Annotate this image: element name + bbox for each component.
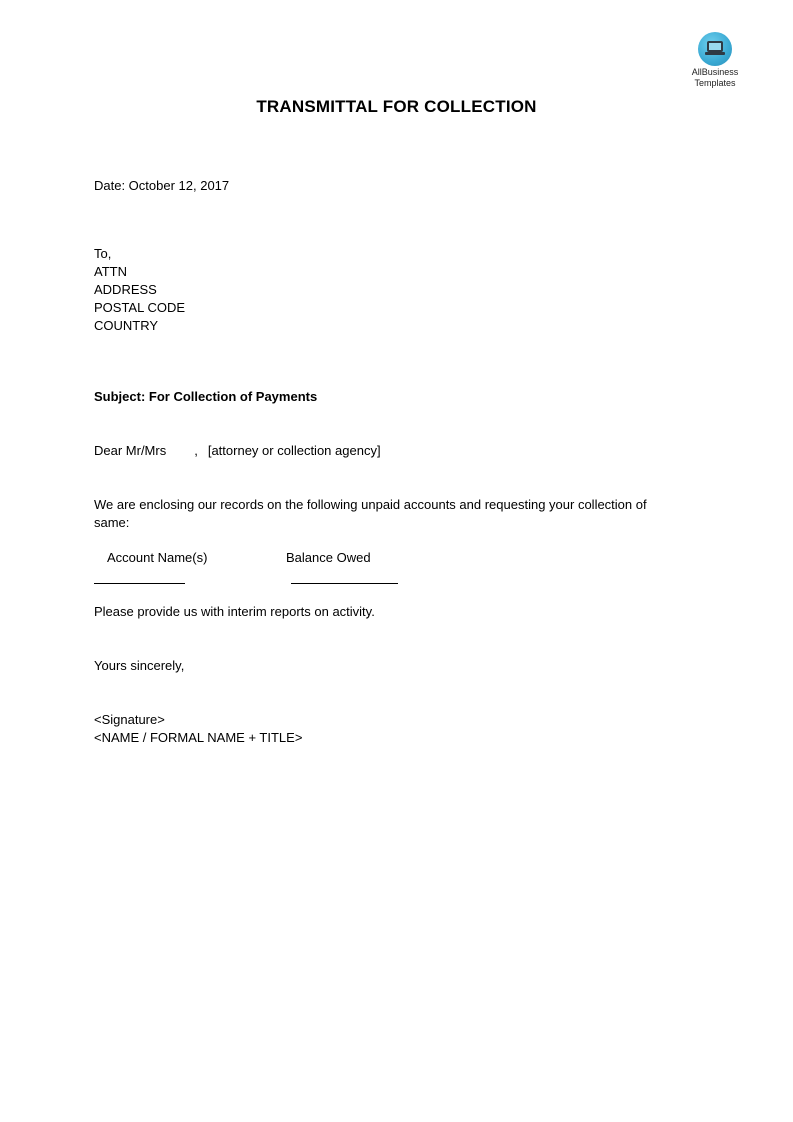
account-name-blank-line [94, 583, 185, 584]
address-attn: ATTN [94, 264, 127, 279]
subject-line: Subject: For Collection of Payments [94, 389, 318, 404]
address-postal-code: POSTAL CODE [94, 300, 186, 315]
salutation-dear: Dear Mr/Mrs [94, 443, 167, 458]
laptop-icon [698, 32, 732, 66]
body-paragraph: We are enclosing our records on the following unpaid accounts and requesting your collection of same: [94, 497, 647, 530]
closing-line: Yours sincerely, [94, 658, 185, 673]
logo-text-line1: AllBusiness [691, 67, 739, 77]
balance-owed-blank-line [291, 583, 398, 584]
address-address: ADDRESS [94, 282, 157, 297]
date-line: Date: October 12, 2017 [94, 178, 230, 193]
address-to: To, [94, 246, 112, 261]
salutation-comma: , [194, 443, 198, 458]
address-country: COUNTRY [94, 318, 159, 333]
column-account-names: Account Name(s) [107, 550, 208, 565]
name-title-placeholder: <NAME / FORMAL NAME + TITLE> [94, 730, 303, 745]
interim-reports-line: Please provide us with interim reports on activity. [94, 604, 375, 619]
salutation-recipient: [attorney or collection agency] [207, 443, 381, 458]
signature-placeholder: <Signature> [94, 712, 165, 727]
column-balance-owed: Balance Owed [286, 550, 371, 565]
salutation [94, 442, 381, 460]
brand-logo [683, 32, 747, 88]
logo-text-line2: Templates [694, 78, 736, 88]
document-title: TRANSMITTAL FOR COLLECTION [256, 97, 537, 116]
